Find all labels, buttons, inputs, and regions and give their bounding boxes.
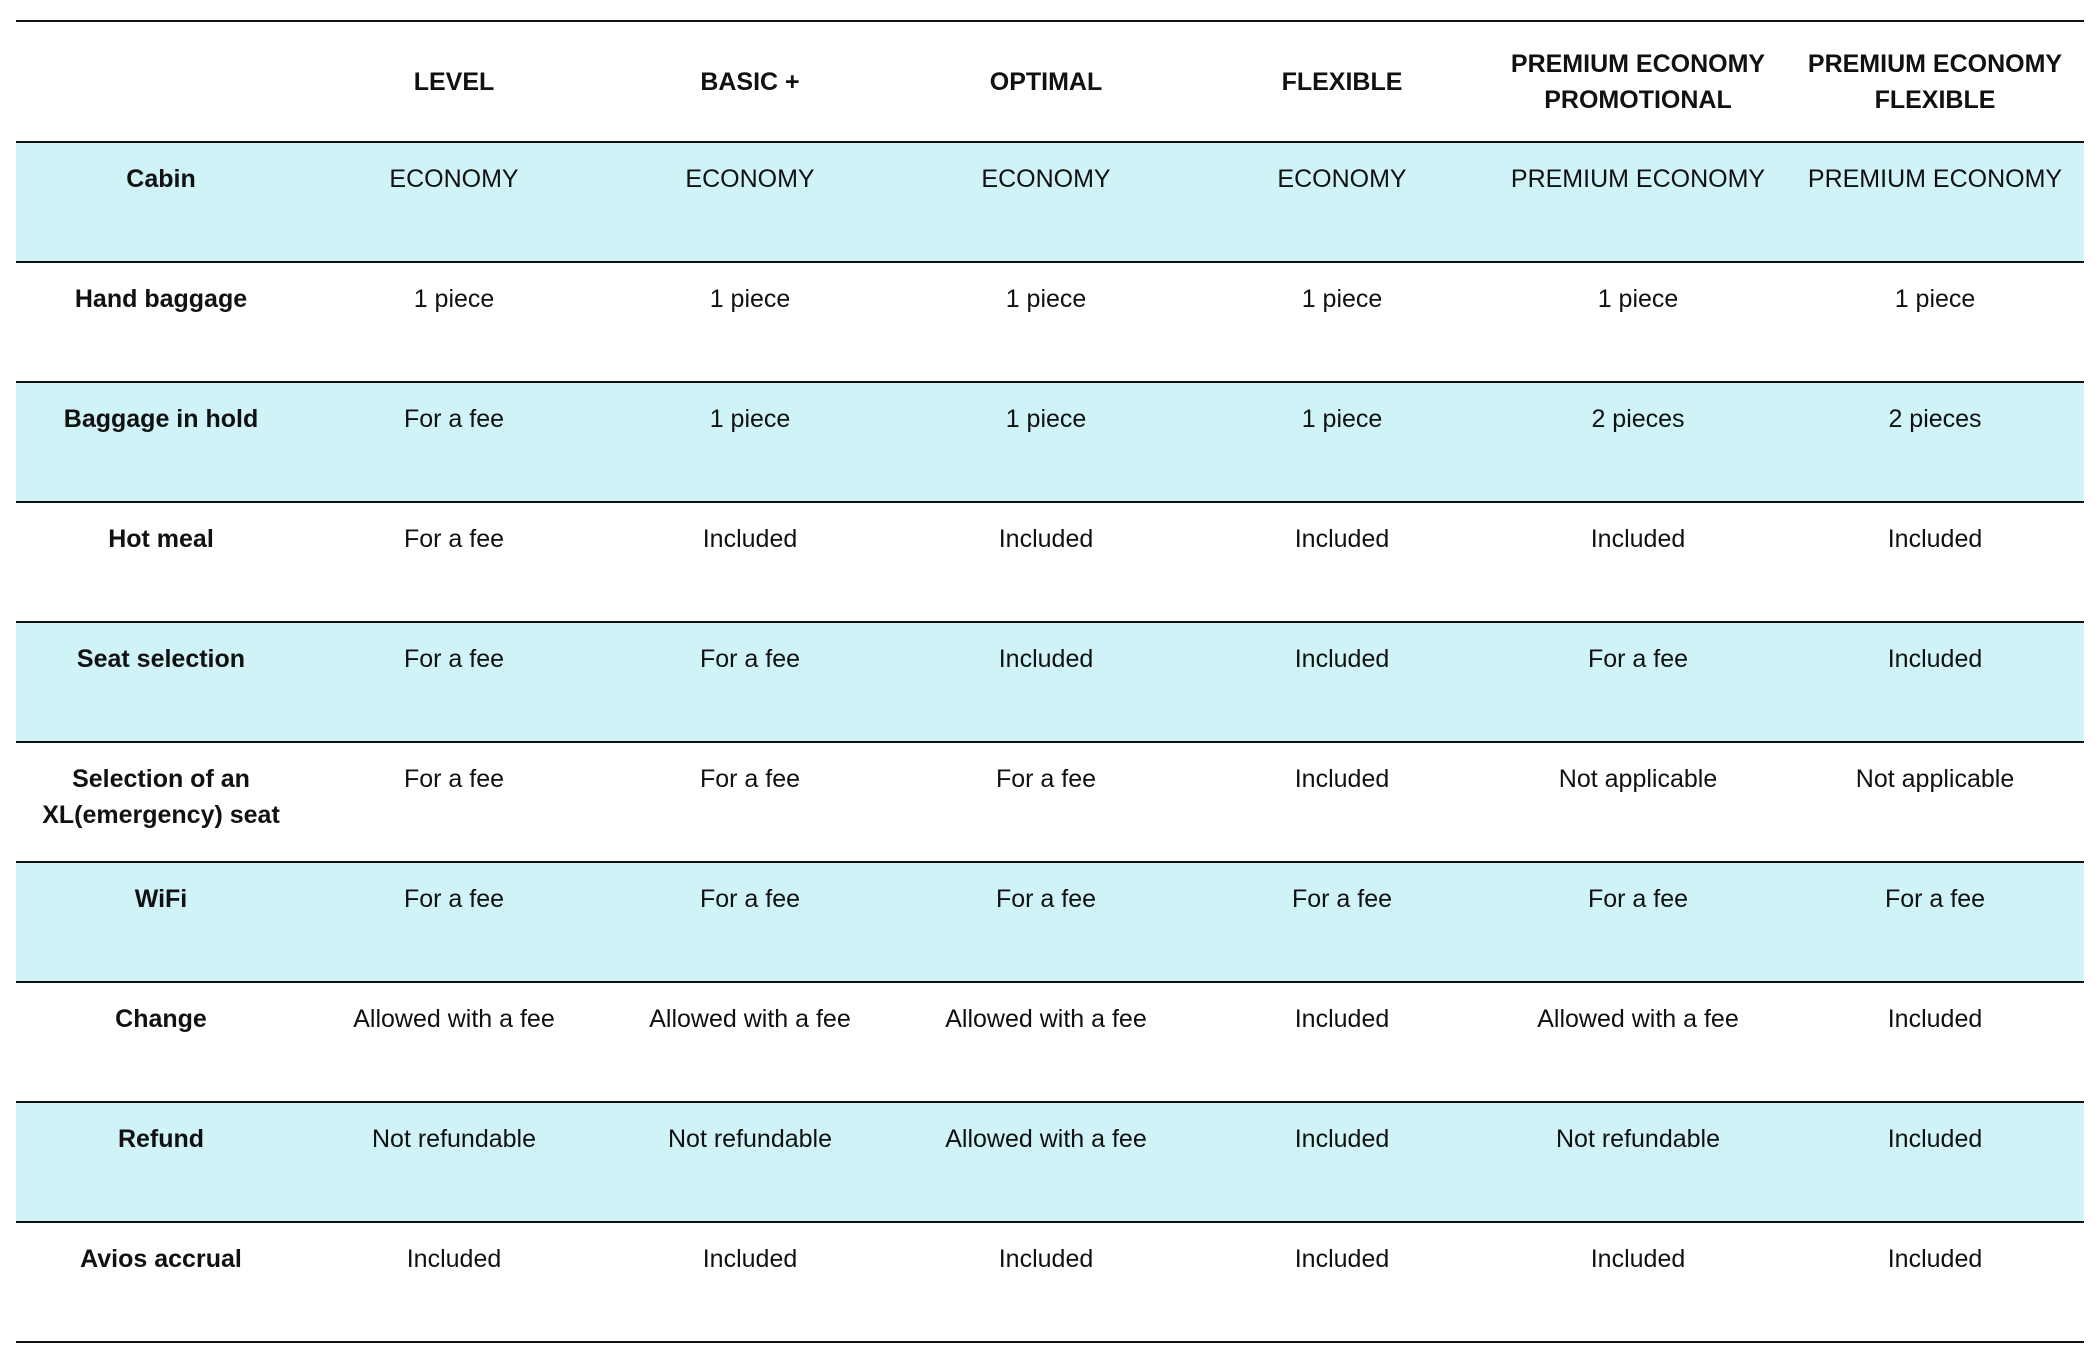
table-cell: For a fee [403, 405, 505, 433]
row-label: Cabin [126, 165, 196, 193]
header-cell-level: LEVEL [413, 67, 495, 96]
row-label: Hot meal [108, 525, 214, 553]
table-cell: Allowed with a fee [1537, 1005, 1739, 1033]
table-cell: 1 piece [1894, 285, 1976, 313]
table-cell: Included [1887, 645, 1983, 673]
table-cell: Included [1590, 1245, 1686, 1273]
table-cell: ECONOMY [389, 165, 519, 193]
table-row-cabin [16, 143, 2084, 263]
table-row-avios-accrual [16, 1223, 2084, 1343]
table-cell: For a fee [699, 765, 801, 793]
fare-comparison-table [16, 20, 2084, 1343]
row-label: Seat selection [76, 645, 246, 673]
table-cell: 2 pieces [1591, 405, 1685, 433]
table-cell: PREMIUM ECONOMY [1510, 165, 1766, 193]
table-row-baggage-in-hold [16, 383, 2084, 503]
table-cell: For a fee [995, 885, 1097, 913]
header-cell-optimal: OPTIMAL [989, 67, 1103, 96]
row-label: WiFi [134, 885, 188, 913]
header-cell-basic-plus: BASIC + [700, 67, 800, 96]
table-cell: Included [998, 1245, 1094, 1273]
table-cell: Not refundable [667, 1125, 832, 1153]
table-cell: 1 piece [413, 285, 495, 313]
table-cell: ECONOMY [1277, 165, 1407, 193]
table-cell: For a fee [1291, 885, 1393, 913]
table-cell: Included [1294, 765, 1390, 793]
table-cell: Included [1294, 1005, 1390, 1033]
table-cell: PREMIUM ECONOMY [1807, 165, 2063, 193]
row-label: Hand baggage [74, 285, 248, 313]
table-cell: 1 piece [1301, 285, 1383, 313]
table-cell: Not refundable [371, 1125, 536, 1153]
row-label: Selection of an XL(emergency) seat [42, 765, 280, 829]
table-cell: Included [1294, 645, 1390, 673]
row-label: Avios accrual [80, 1245, 242, 1273]
table-cell: For a fee [1884, 885, 1986, 913]
table-row-xl-seat-selection [16, 743, 2084, 863]
header-cell-premium-economy-flexible: PREMIUM ECONOMY FLEXIBLE [1807, 49, 2063, 114]
table-row-wifi [16, 863, 2084, 983]
table-cell: Included [1294, 1125, 1390, 1153]
table-row-seat-selection [16, 623, 2084, 743]
table-cell: Included [1887, 1245, 1983, 1273]
table-cell: For a fee [995, 765, 1097, 793]
table-cell: For a fee [403, 525, 505, 553]
table-cell: Included [998, 525, 1094, 553]
table-row-refund [16, 1103, 2084, 1223]
table-cell: ECONOMY [685, 165, 815, 193]
table-cell: Allowed with a fee [353, 1005, 555, 1033]
table-cell: 1 piece [709, 285, 791, 313]
table-cell: Allowed with a fee [945, 1125, 1147, 1153]
table-row-hot-meal [16, 503, 2084, 623]
table-cell: For a fee [403, 765, 505, 793]
table-cell: Included [1294, 525, 1390, 553]
table-row-change [16, 983, 2084, 1103]
row-label: Change [115, 1005, 207, 1033]
table-cell: Not applicable [1558, 765, 1718, 793]
header-cell-premium-economy-promotional: PREMIUM ECONOMY PROMOTIONAL [1510, 49, 1766, 114]
table-cell: For a fee [403, 645, 505, 673]
table-cell: 2 pieces [1888, 405, 1982, 433]
table-cell: Included [702, 1245, 798, 1273]
table-cell: Not applicable [1855, 765, 2015, 793]
table-cell: Not refundable [1555, 1125, 1720, 1153]
table-cell: 1 piece [1301, 405, 1383, 433]
header-cell-flexible: FLEXIBLE [1281, 67, 1403, 96]
table-cell: Allowed with a fee [945, 1005, 1147, 1033]
table-cell: For a fee [1587, 645, 1689, 673]
table-cell: Included [1294, 1245, 1390, 1273]
table-cell: Included [406, 1245, 502, 1273]
table-cell: Included [1887, 1125, 1983, 1153]
table-cell: For a fee [1587, 885, 1689, 913]
table-cell: For a fee [699, 885, 801, 913]
table-cell: For a fee [403, 885, 505, 913]
row-label: Refund [117, 1125, 205, 1153]
table-cell: Included [998, 645, 1094, 673]
table-cell: 1 piece [1005, 285, 1087, 313]
table-cell: Included [1887, 1005, 1983, 1033]
table-cell: Included [1590, 525, 1686, 553]
table-cell: 1 piece [1597, 285, 1679, 313]
table-header-row [16, 22, 2084, 143]
table-cell: Included [702, 525, 798, 553]
table-cell: 1 piece [709, 405, 791, 433]
row-label: Baggage in hold [63, 405, 259, 433]
table-cell: For a fee [699, 645, 801, 673]
table-cell: 1 piece [1005, 405, 1087, 433]
table-cell: Included [1887, 525, 1983, 553]
table-cell: ECONOMY [981, 165, 1111, 193]
table-cell: Allowed with a fee [649, 1005, 851, 1033]
table-row-hand-baggage [16, 263, 2084, 383]
